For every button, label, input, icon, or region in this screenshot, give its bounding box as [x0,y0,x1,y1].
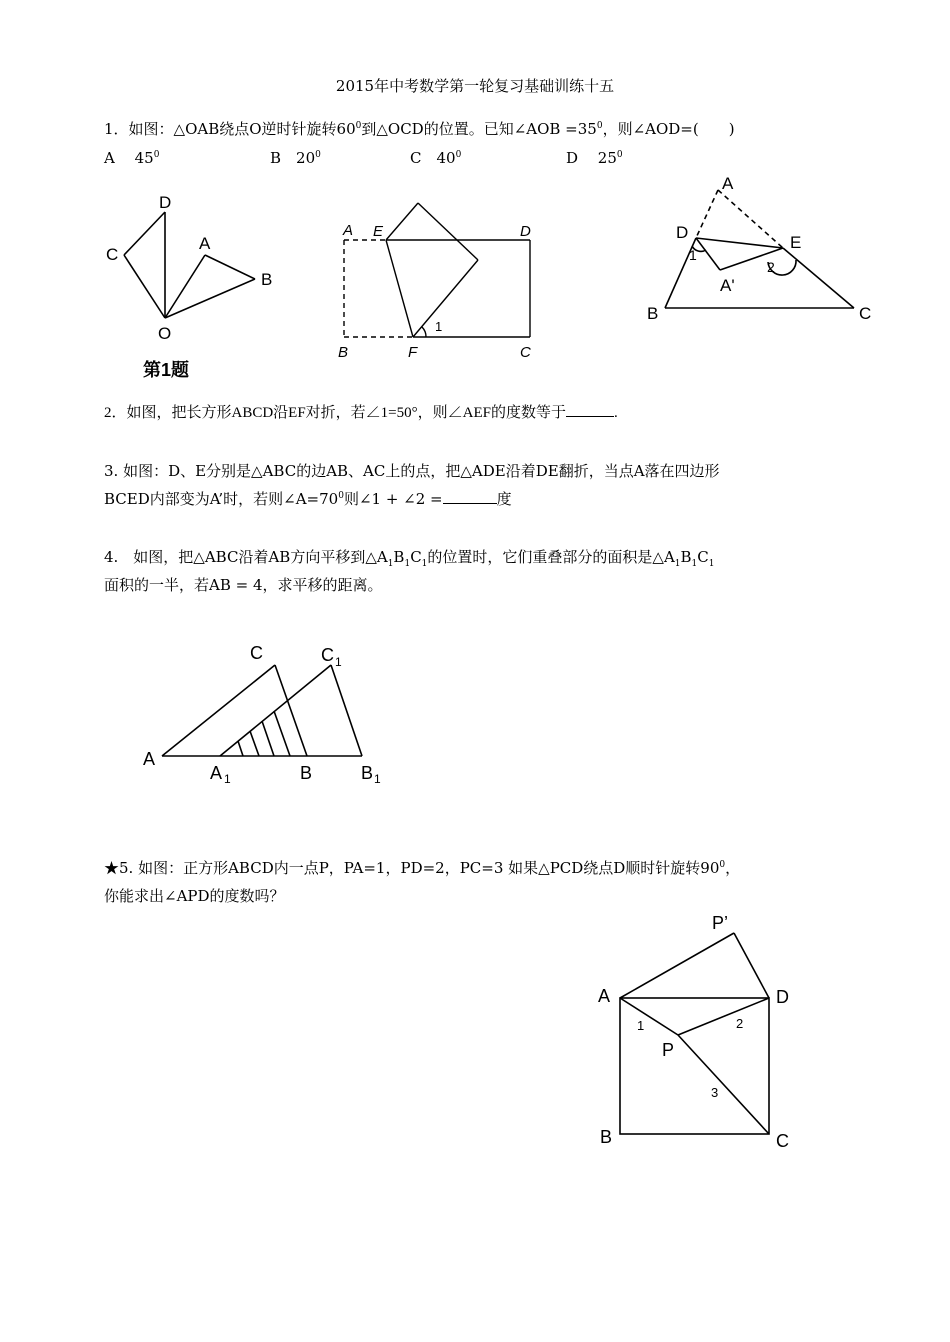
fig1-label-d: D [159,193,172,212]
q2-question: 2．如图，把长方形ABCD沿EF对折，若∠1=50°，则∠AEF的度数等于 . [104,405,618,421]
fig2-label-a: A [343,222,354,239]
fig1-label-o: O [158,324,172,343]
page-title: 2015年中考数学第一轮复习基础训练十五 [335,77,615,95]
q1-option-d: D $25^0$ [566,149,623,167]
q3-question-line1: 3. 如图：D、E分别是△ABC的边AB、AC上的点，把△ADE沿着DE翻折，当点A落在四边形 [104,462,720,480]
fig3-label-a: A [722,174,734,193]
fig5-label-b: B [600,1127,613,1147]
figure-folded-rectangle [330,195,550,365]
q5-question-line1: ★5. 如图：正方形ABCD内一点P，PA=1，PD=2，PC=3 如果△PCD绕点D顺时针旋转$90^0$， [104,859,741,877]
fig3-label-a-prime: A' [720,276,735,295]
fig3-angle-1: 1 [689,247,697,263]
fig2-label-b: B [338,344,349,361]
fig4-label-c: C [250,643,263,663]
figure-translation [135,635,395,790]
fig4-label-a: A [143,749,156,769]
fig5-label-d: D [776,987,789,1007]
fig2-label-e: E [373,223,384,240]
fig5-length-3: 3 [711,1085,719,1100]
q1-question: 1．如图：△OAB绕点O逆时针旋转$60^0$到△OCD的位置。已知∠AOB $=35^0$，则∠AOD=( ) [104,120,735,138]
fig3-angle-2: 2 [767,259,775,275]
fig1-label-c: C [106,245,119,264]
fig1-label-a: A [199,234,211,253]
fig5-length-1: 1 [637,1018,645,1033]
fig2-label-d: D [520,223,531,240]
fig3-label-e: E [790,233,802,252]
fig4-label-a1-sub: 1 [224,772,231,786]
fig4-label-b1: B [361,763,374,783]
fig4-label-c1-sub: 1 [335,655,342,669]
fig4-label-c1: C [321,645,334,665]
fig3-label-d: D [676,223,689,242]
q4-question-line1: 4. 如图，把△ABC沿着AB方向平移到$\triangle A_1B_1C_1$的位置时，它们重叠部分的面积是$\triangle A_1B_1C_1$ [104,548,715,569]
q1-option-a: A $45^0$ [104,149,160,167]
q3-question-line2: BCED内部变为A’时，若则$\angle A=70^0$则∠1 + ∠2 = 度 [104,490,512,508]
fig2-angle-1: 1 [435,319,443,334]
q1-option-c: C $40^0$ [410,149,462,167]
fig2-label-f: F [408,344,418,361]
fig4-label-a1: A [210,763,223,783]
figure-square-rotation [590,905,830,1155]
fig3-label-b: B [647,304,659,323]
q1-option-b: B $20^0$ [270,149,321,167]
q4-question-line2: 面积的一半，若AB = 4，求平移的距离。 [104,576,383,594]
q5-question-line2: 你能求出∠APD的度数吗？ [104,887,285,905]
fig5-label-p-prime: P’ [712,913,729,933]
fig1-label-b: B [261,270,273,289]
fig4-label-b1-sub: 1 [374,772,381,786]
fig5-label-p: P [662,1040,675,1060]
fig5-length-2: 2 [736,1016,744,1031]
fig2-label-c: C [520,344,531,361]
fig1-caption: 第1题 [143,360,190,380]
fig5-label-c: C [776,1131,789,1151]
figure-folded-triangle [640,170,880,330]
fig4-label-b: B [300,763,313,783]
fig5-label-a: A [598,986,611,1006]
figure-rotation [95,185,295,385]
fig3-label-c: C [859,304,872,323]
